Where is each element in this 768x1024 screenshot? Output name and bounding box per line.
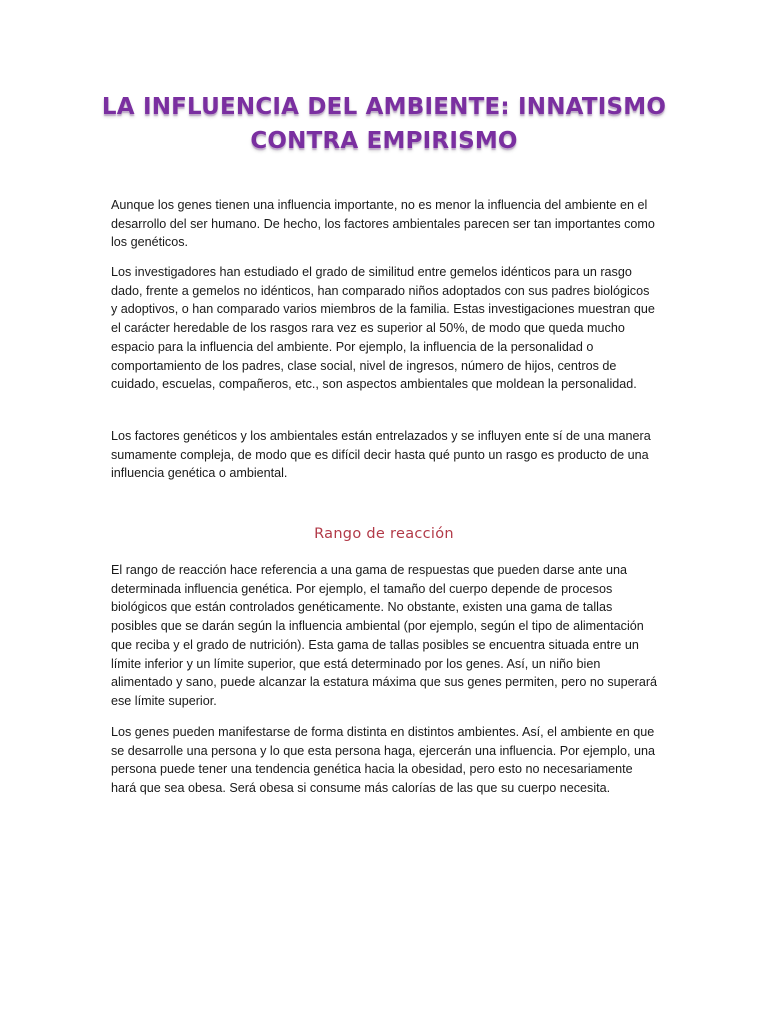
section-heading: Rango de reacción (314, 526, 454, 542)
body-paragraph: Aunque los genes tienen una influencia importante, no es menor la influencia del ambiente en el desarrollo del ser humano. De hecho, los factores ambientales parecen ser tan importantes como los genéticos. (111, 198, 655, 250)
page-title: LA INFLUENCIA DEL AMBIENTE: INNATISMO CONTRA EMPIRISMO (101, 94, 667, 154)
section-paragraph: El rango de reacción hace referencia a una gama de respuestas que pueden darse ante una determinada influencia genética. Por ejemplo, el tamaño del cuerpo depende de procesos biológicos que están controlados genéticamente. No obstante, existen una gama de tallas posibles que se darán según la influencia ambiental (por ejemplo, según el tipo de alimentación que reciba y el grado de nutrición). Esta gama de tallas posibles se encuentra situada entre un límite inferior y un límite superior, que está determinado por los genes. Así, un niño bien alimentado y sano, puede alcanzar la estatura máxima que sus genes permiten, pero no superará ese límite superior. (111, 563, 658, 708)
section-paragraph: Los genes pueden manifestarse de forma distinta en distintos ambientes. Así, el ambiente en que se desarrolle una persona y lo que esta persona haga, ejercerán una influencia. Por ejemplo, una persona puede tener una tendencia genética hacia la obesidad, pero esto no necesariamente hará que sea obesa. Será obesa si consume más calorías de las que su cuerpo necesita. (111, 725, 655, 796)
body-paragraph: Los factores genéticos y los ambientales están entrelazados y se influyen ente sí de una manera sumamente compleja, de modo que es difícil decir hasta qué punto un rasgo es producto de una influencia genética o ambiental. (111, 429, 651, 481)
body-paragraph: Los investigadores han estudiado el grado de similitud entre gemelos idénticos para un rasgo dado, frente a gemelos no idénticos, han comparado niños adoptados con sus padres biológicos y adoptivos, o han comparado varios miembros de la familia. Estas investigaciones muestran que el carácter heredable de los rasgos rara vez es superior al 50%, de modo que queda mucho espacio para la influencia del ambiente. Por ejemplo, la influencia de la personalidad o comportamiento de los padres, clase social, nivel de ingresos, número de hijos, centros de cuidado, escuelas, compañeros, etc., son aspectos ambientales que moldean la personalidad. (111, 265, 655, 392)
